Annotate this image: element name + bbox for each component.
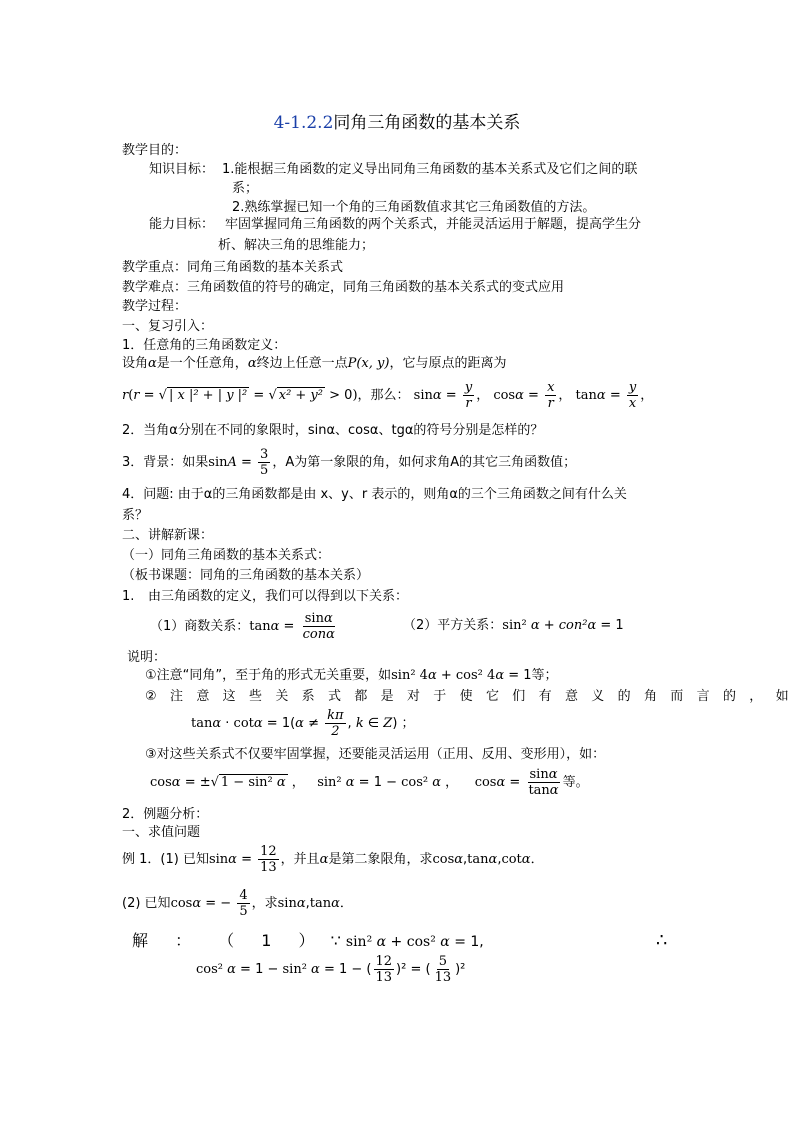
ability-goal: 牢固掌握同角三角函数的两个关系式，并能灵活运用于解题，提高学生分	[225, 217, 642, 232]
review-heading: 一、复习引入：	[122, 319, 214, 334]
note-1: ①注意“同角”，至于角的形式无关重要，如sin² 4α + cos² 4α = 1等；	[145, 668, 558, 683]
ex1-text-a: 例 1．(1) 已知	[122, 852, 209, 867]
review-item-4-cont: 系？	[122, 508, 149, 523]
process-heading: 教学过程：	[122, 299, 188, 314]
example-1: 例 1．(1) 已知sinα = $\frac{12}{13}$ ，并且α是第二象限角，求cosα,tanα,cotα．	[122, 844, 544, 875]
note-3-formulas: cosα = ±√ 1 − sin² α ， sin² α = 1 − cos² α ， cosα = $\frac{\sin\alpha}{\tan\alpha}$ 等。	[150, 767, 589, 798]
def-alpha-symbol: α	[148, 356, 157, 371]
def-alpha-symbol-2: α	[247, 356, 257, 371]
review-item-1: 1．任意角的三角函数定义：	[122, 338, 287, 353]
objectives-heading: 教学目的：	[122, 143, 188, 158]
solution-label: 解 ： （ 1 ）	[132, 931, 326, 950]
def-text-a: 设角	[122, 356, 149, 371]
note3-tail: 等。	[562, 775, 589, 790]
note-heading: 说明：	[127, 650, 167, 665]
difficulty: 教学难点：三角函数值的符号的确定，同角三角函数的基本关系式的变式应用	[122, 280, 565, 295]
item3-text-a: 3．背景：如果	[122, 455, 209, 470]
review-item-4: 4．问题: 由于α的三角函数都是由 x、y、r 表示的，则角α的三个三角函数之间有什么关	[122, 487, 627, 502]
definition-formula: r(r = √ | x |² + | y |² = √ x² + y² > 0)，那么： sinα = $\frac{y}{r}$ ， cosα = $\frac{x}{r}$ ， tanα = $\frac{y}{x}$ ，	[122, 380, 654, 411]
title-number: 4-1.2.2	[273, 113, 334, 133]
knowledge-label: 知识目标：	[149, 162, 215, 177]
new-item-1: 由三角函数的定义，我们可以得到以下关系：	[148, 589, 409, 604]
note-2-formula: tanα · cotα = 1(α ≠ $\frac{k\pi}{2}$ , k ∈ Z) ；	[191, 708, 415, 739]
new-item-2: 2．例题分析：	[122, 807, 209, 822]
ex1-text-c: 是第二象限角，求	[328, 852, 433, 867]
subsection-1: （一）同角三角函数的基本关系式：	[122, 548, 331, 563]
therefore-symbol: ∴	[656, 930, 668, 951]
ex2-text-a: (2) 已知	[122, 896, 171, 911]
quotient-label: （1）商数关系：	[150, 619, 250, 634]
quotient-relation: （1）商数关系：tanα = $\frac{\sin\alpha}{\text{conα}}$	[150, 611, 335, 642]
ex1-text-b: ，并且	[280, 852, 320, 867]
solution-formula: cos² α = 1 − sin² α = 1 − ( $\frac{12}{13}$ )² = ( $\frac{5}{13}$ )²	[196, 954, 466, 985]
note1-text: ①注意“同角”，至于角的形式无关重要，如	[145, 668, 392, 683]
def-text-d: ，它与原点的距离为	[389, 356, 507, 371]
review-item-2: 2．当角α分别在不同的象限时，sinα、cosα、tgα的符号分别是怎样的？	[122, 423, 544, 438]
category-1: 一、求值问题	[122, 825, 201, 840]
def-text-b: 是一个任意角，	[156, 356, 248, 371]
square-label: （2）平方关系：	[403, 618, 503, 633]
new-lesson-heading: 二、讲解新课：	[122, 528, 214, 543]
knowledge-goal-2: 2.熟练掌握已知一个角的三角函数值求其它三角函数值的方法。	[232, 200, 596, 215]
solution-line: 解 ： （ 1 ） ∵ sin² α + cos² α = 1,	[132, 931, 484, 950]
formula-tail: ，那么：	[357, 388, 410, 403]
note-2: ② 注 意 这 些 关 系 式 都 是 对 于 使 它 们 有 意 义 的 角 而 言 的 ， 如	[145, 689, 794, 704]
def-point: P(x, y)	[347, 356, 390, 371]
note1-tail: 等；	[531, 668, 558, 683]
square-relation: （2）平方关系：sin² α + con²α = 1	[403, 618, 624, 633]
key-point: 教学重点：同角三角函数的基本关系式	[122, 260, 344, 275]
example-1-part-2: (2) 已知cosα = − $\frac{4}{5}$ ，求sinα,tanα．	[122, 888, 353, 919]
note-3: ③对这些关系式不仅要牢固掌握，还要能灵活运用（正用、反用、变形用），如：	[145, 747, 606, 762]
ex2-text-b: ，求	[251, 896, 278, 911]
ability-goal-cont: 析、解决三角的思维能力；	[218, 238, 375, 253]
title-text: 同角三角函数的基本关系	[333, 113, 521, 133]
def-text-c: 终边上任意一点	[256, 356, 348, 371]
ability-label: 能力目标：	[149, 217, 215, 232]
page-title	[0, 108, 794, 133]
item3-text-b: ，A为第一象限的角，如何求角A的其它三角函数值；	[272, 455, 577, 470]
knowledge-goal-1-cont: 系；	[232, 181, 259, 196]
new-item-1-number: 1.	[122, 589, 135, 604]
board-topic: （板书课题：同角的三角函数的基本关系）	[122, 568, 370, 583]
definition-line	[122, 355, 506, 373]
knowledge-goal-1: 1.能根据三角函数的定义导出同角三角函数的基本关系式及它们之间的联	[222, 162, 638, 177]
review-item-3: 3．背景：如果sinA = $\frac{3}{5}$ ，A为第一象限的角，如何求角A的其它三角函数值；	[122, 447, 577, 478]
